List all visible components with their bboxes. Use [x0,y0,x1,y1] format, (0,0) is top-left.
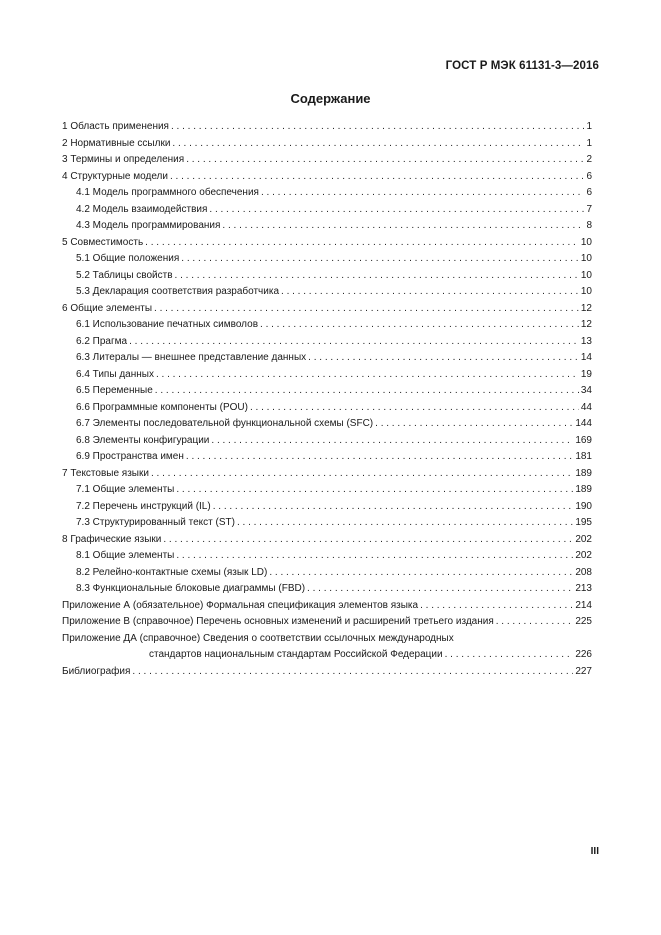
dot-leader [156,367,579,384]
dot-leader [237,515,573,532]
toc-entry-label: 6.8 Элементы конфигурации [76,434,210,446]
document-code: ГОСТ Р МЭК 61131-3—2016 [445,60,599,72]
toc-entry[interactable] [62,235,592,252]
toc-entry[interactable] [62,383,592,400]
toc-entry-page: 34 [580,385,592,396]
dot-leader [445,647,574,664]
toc-entry[interactable] [62,202,592,219]
toc-entry[interactable] [62,598,592,615]
toc-entry-label: 7.3 Структурированный текст (ST) [76,517,235,528]
dot-leader [211,433,573,450]
toc-entry-label: 8.3 Функциональные блоковые диаграммы (FBD) [76,583,306,594]
toc-entry[interactable] [62,466,592,483]
toc-entry[interactable] [62,284,592,301]
toc-entry[interactable] [62,350,592,367]
toc-entry[interactable] [62,532,592,549]
toc-entry-label: Приложение В (справочное) Перечень основных изменений и расширений третьего издания [62,616,494,627]
toc-entry-page: 12 [580,319,592,330]
dot-leader [170,169,584,186]
toc-entry-label: Приложение ДА (справочное) Сведения о соответствии ссылочных международных [62,632,454,644]
dot-leader [269,565,573,582]
dot-leader [209,202,584,219]
toc-entry-label: Библиография [62,665,131,677]
toc-entry-label: 6.5 Переменные [76,385,153,396]
toc-entry[interactable] [62,119,592,136]
dot-leader [129,334,579,351]
dot-leader [307,581,573,598]
dot-leader [250,400,579,417]
page-title: Содержание [290,91,371,106]
toc-entry-page: 169 [575,434,592,446]
toc-entry-page: 226 [575,649,592,660]
toc-entry-page: 6 [586,187,592,198]
dot-leader [132,664,573,681]
dot-leader [420,598,573,615]
toc-entry[interactable] [62,449,592,466]
toc-entry-bibliography[interactable] [62,664,592,681]
toc-entry-page: 189 [575,484,592,495]
toc-entry-label: 6.4 Типы данных [76,368,154,380]
toc-entry[interactable] [62,416,592,433]
toc-entry-label: 6.7 Элементы последовательной функциональной схемы (SFC) [76,418,374,429]
table-of-contents [62,119,592,680]
dot-leader [155,383,579,400]
dot-leader [176,482,573,499]
toc-entry[interactable] [62,515,592,532]
dot-leader [186,449,573,466]
toc-entry-label: 4.1 Модель программного обеспечения [76,187,259,198]
toc-entry-page: 14 [580,352,592,363]
toc-entry-label: 6.3 Литералы — внешнее представление данных [76,352,307,363]
toc-entry-page: 10 [580,286,592,297]
toc-entry[interactable] [62,185,592,202]
toc-entry[interactable] [62,136,592,153]
toc-entry[interactable] [62,268,592,285]
toc-entry-label: 1 Область применения [62,121,169,132]
dot-leader [172,136,584,153]
toc-entry-label: 5.3 Декларация соответствия разработчика [76,286,280,297]
toc-entry[interactable] [62,400,592,417]
toc-entry-page: 1 [586,121,592,132]
toc-entry[interactable] [62,565,592,582]
toc-entry[interactable] [62,614,592,631]
dot-leader [175,268,579,285]
dot-leader [281,284,579,301]
toc-entry-label: Приложение А (обязательное) Формальная спецификация элементов языка [62,599,419,611]
toc-entry-page: 195 [575,517,592,528]
toc-entry-label: 8 Графические языки [62,533,162,545]
dot-leader [186,152,584,169]
dot-leader [222,218,584,235]
toc-entry-label: 3 Термины и определения [62,154,185,165]
toc-entry-page: 202 [575,550,592,561]
toc-entry-label: 6.9 Пространства имен [76,451,184,462]
toc-entry-label: 4 Структурные модели [62,170,168,182]
toc-entry[interactable] [62,499,592,516]
toc-entry-page: 10 [580,253,592,264]
toc-entry[interactable] [62,152,592,169]
toc-entry[interactable] [62,482,592,499]
toc-entry-page: 8 [586,220,592,231]
dot-leader [181,251,579,268]
toc-entry-label: 4.2 Модель взаимодействия [76,203,208,215]
toc-entry-page: 7 [586,203,592,215]
toc-entry-page: 19 [580,368,592,380]
toc-entry-page: 12 [580,302,592,314]
toc-entry-page: 13 [580,335,592,347]
toc-entry-page: 6 [586,170,592,182]
page-number: III [590,846,599,857]
toc-entry[interactable] [62,301,592,318]
dot-leader [375,416,573,433]
toc-entry[interactable] [62,548,592,565]
dot-leader [151,466,573,483]
toc-entry-page: 1 [586,137,592,149]
toc-entry-label: 8.1 Общие элементы [76,550,175,561]
toc-entry-page: 10 [580,269,592,281]
dot-leader [171,119,584,136]
toc-entry-page: 144 [575,418,592,429]
dot-leader [163,532,573,549]
dot-leader [176,548,573,565]
dot-leader [260,317,579,334]
toc-entry[interactable] [62,581,592,598]
toc-entry-page: 2 [586,154,592,165]
toc-entry-appendix-da[interactable] [62,631,592,664]
dot-leader [145,235,579,252]
toc-entry-page: 208 [575,566,592,578]
toc-entry[interactable] [62,334,592,351]
toc-entry-page: 225 [575,616,592,627]
toc-entry-label: 6.6 Программные компоненты (POU) [76,401,248,413]
toc-entry-label: 5.1 Общие положения [76,253,180,264]
toc-entry-label: 8.2 Релейно-контактные схемы (язык LD) [76,566,268,578]
toc-entry-page: 44 [580,401,592,413]
dot-leader [154,301,579,318]
toc-entry[interactable] [62,169,592,186]
toc-entry[interactable] [62,317,592,334]
toc-entry-label: 6.1 Использование печатных символов [76,319,259,330]
dot-leader [308,350,579,367]
dot-leader [496,614,574,631]
toc-entry-label: 7 Текстовые языки [62,467,149,479]
toc-entry-label: 5 Совместимость [62,236,144,248]
toc-entry[interactable] [62,367,592,384]
toc-entry-page: 214 [575,599,592,611]
toc-entry-label: 4.3 Модель программирования [76,220,221,231]
toc-entry-page: 227 [575,665,592,677]
toc-entry-label: 6.2 Прагма [76,335,128,347]
toc-entry-page: 181 [575,451,592,462]
dot-leader [213,499,574,516]
toc-entry-label: 7.2 Перечень инструкций (IL) [76,500,211,512]
toc-entry-page: 202 [575,533,592,545]
toc-entry-label: 5.2 Таблицы свойств [76,269,173,281]
toc-entry-page: 213 [575,583,592,594]
toc-entry-label: 6 Общие элементы [62,302,153,314]
dot-leader [261,185,584,202]
toc-entry-label-continued: стандартов национальным стандартам Российской Федерации [149,649,443,660]
toc-entry-page: 190 [575,500,592,512]
toc-entry-label: 2 Нормативные ссылки [62,137,171,149]
toc-entry[interactable] [62,218,592,235]
toc-entry-label: 7.1 Общие элементы [76,484,175,495]
toc-entry[interactable] [62,251,592,268]
toc-entry-page: 189 [575,467,592,479]
toc-entry[interactable] [62,433,592,450]
toc-entry-page: 10 [580,236,592,248]
